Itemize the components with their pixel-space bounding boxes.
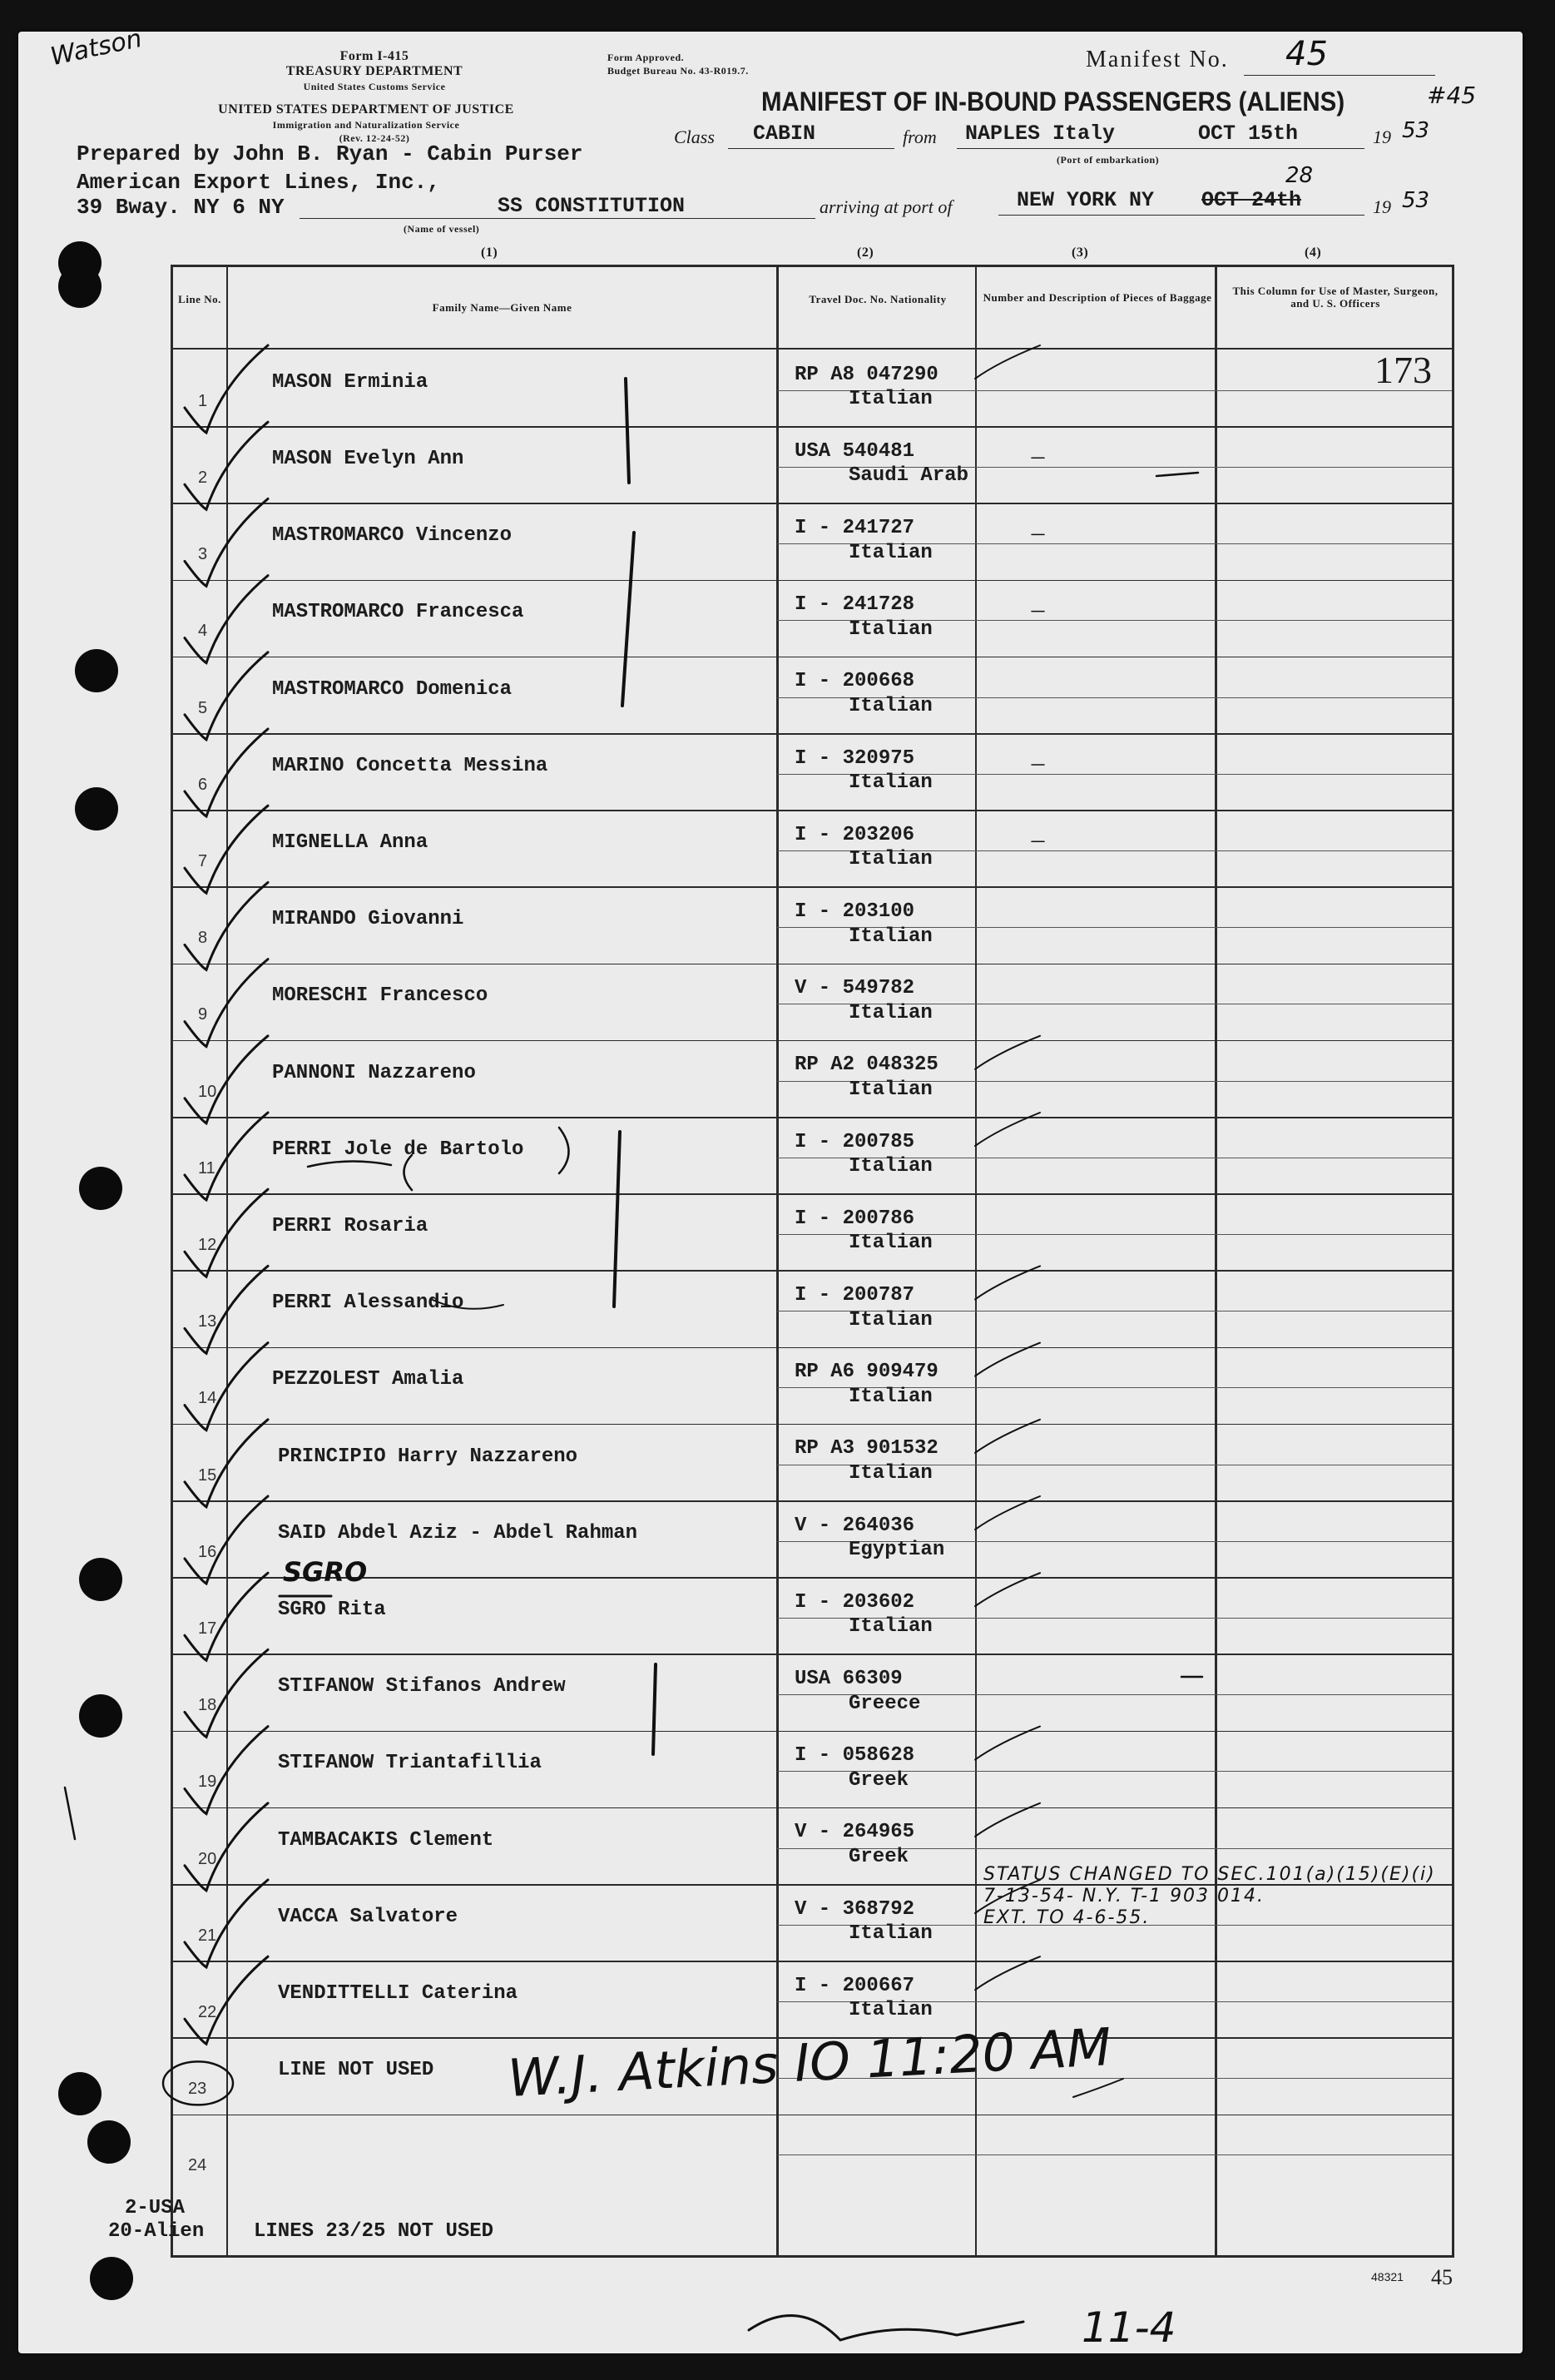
- travel-doc-number: I - 203602: [795, 1590, 915, 1614]
- immigration-service: Immigration and Naturalization Service: [272, 119, 460, 131]
- nationality: Italian: [849, 1155, 933, 1178]
- passenger-name: MIRANDO Giovanni: [272, 908, 464, 931]
- check-mark: [185, 1573, 268, 1660]
- nationality: Italian: [849, 1615, 933, 1639]
- year-prefix-1: 19: [1373, 126, 1391, 147]
- nationality: Greek: [849, 1768, 909, 1792]
- nationality: Italian: [849, 1922, 933, 1946]
- year-suffix-2: 53: [1402, 188, 1430, 213]
- check-mark: [185, 1803, 268, 1891]
- inspector-signature: W.J. Atkins IO 11:20 AM: [506, 2016, 1113, 2109]
- passenger-name: MASTROMARCO Francesca: [272, 601, 524, 624]
- nationality: Italian: [849, 1461, 933, 1485]
- sgro-correction: SGRO: [283, 1556, 368, 1588]
- passenger-name: LINE NOT USED: [278, 2059, 434, 2082]
- count-alien: 20-Alien: [108, 2220, 205, 2243]
- family-bracket: [614, 1132, 620, 1307]
- prepared-by-line3: 39 Bway. NY 6 NY: [77, 195, 285, 220]
- baggage-tick: [975, 1956, 1040, 1990]
- travel-doc-number: I - 241728: [795, 593, 915, 617]
- baggage-tick: [975, 1266, 1040, 1299]
- family-bracket: [626, 379, 629, 483]
- margin-tick: [65, 1787, 75, 1839]
- check-mark: [185, 1880, 268, 1967]
- line-number: 15: [198, 1465, 217, 1485]
- nationality: Italian: [849, 1385, 933, 1408]
- travel-doc-number: I - 200667: [795, 1974, 915, 1997]
- passenger-name: MARINO Concetta Messina: [272, 754, 548, 777]
- check-mark: [185, 576, 268, 663]
- line-number: 6: [198, 775, 208, 794]
- circle-mark: [163, 2061, 233, 2105]
- line-number: 5: [198, 698, 208, 717]
- baggage-tick: [975, 1803, 1040, 1837]
- travel-doc-number: I - 241727: [795, 516, 915, 539]
- travel-doc-number: RP A2 048325: [795, 1054, 938, 1077]
- vessel-note: (Name of vessel): [404, 223, 480, 235]
- line-number: 19: [198, 1773, 217, 1792]
- officer-number: 173: [1374, 349, 1432, 391]
- line-number: 18: [198, 1696, 217, 1715]
- travel-doc-number: RP A6 909479: [795, 1361, 938, 1384]
- line-number: 9: [198, 1005, 208, 1024]
- travel-doc-number: USA 66309: [795, 1667, 903, 1690]
- nationality: Italian: [849, 541, 933, 564]
- check-mark: [185, 1266, 268, 1353]
- manifest-no-label: Manifest No.: [1086, 47, 1229, 72]
- revision-date: (Rev. 12-24-52): [339, 132, 410, 144]
- bottom-scrawl: 11-4: [1082, 2303, 1176, 2352]
- status-note-line2: 7-13-54- N.Y. T-1 903 014.: [983, 1886, 1265, 1906]
- check-mark: [185, 1036, 268, 1123]
- baggage-tick: [975, 345, 1040, 379]
- check-mark: [185, 422, 268, 509]
- travel-doc-number: I - 200786: [795, 1207, 915, 1230]
- travel-doc-number: V - 264965: [795, 1821, 915, 1844]
- status-note-line3: EXT. TO 4-6-55.: [983, 1907, 1151, 1928]
- line-number: 23: [188, 2080, 207, 2099]
- arriving-port: NEW YORK NY: [1017, 188, 1155, 212]
- header-line-no: Line No.: [178, 293, 221, 305]
- nationality: Greece: [849, 1692, 921, 1715]
- nationality: Italian: [849, 388, 933, 411]
- line-number: 1: [198, 391, 208, 410]
- nationality: Italian: [849, 1001, 933, 1024]
- nationality: Italian: [849, 848, 933, 871]
- passenger-name: MASON Evelyn Ann: [272, 448, 464, 471]
- line-number: 17: [198, 1619, 217, 1638]
- line-number: 20: [198, 1849, 217, 1868]
- travel-doc-number: I - 200787: [795, 1283, 915, 1307]
- passenger-name: MASON Erminia: [272, 370, 428, 394]
- line-number: 24: [188, 2156, 207, 2175]
- column-number-3: (3): [1072, 245, 1089, 260]
- travel-doc-number: I - 320975: [795, 746, 915, 770]
- check-mark: [185, 1113, 268, 1200]
- dash-mark: [1156, 473, 1198, 476]
- nationality: Italian: [849, 1999, 933, 2022]
- lines-not-used-note: LINES 23/25 NOT USED: [254, 2220, 494, 2243]
- travel-doc-number: I - 203206: [795, 823, 915, 846]
- class-value: CABIN: [753, 121, 816, 146]
- check-mark: [185, 729, 268, 816]
- travel-doc-number: RP A3 901532: [795, 1437, 938, 1460]
- header-officers: This Column for Use of Master, Surgeon, and U. S. Officers: [1232, 285, 1439, 310]
- line-number: 10: [198, 1082, 217, 1101]
- line-number: 13: [198, 1312, 217, 1331]
- column-number-2: (2): [857, 245, 874, 260]
- nationality: Egyptian: [849, 1539, 945, 1562]
- manifest-no-value: 45: [1285, 35, 1328, 73]
- line-number: 21: [198, 1926, 217, 1945]
- family-bracket: [622, 533, 634, 706]
- prepared-by-line1: Prepared by John B. Ryan - Cabin Purser: [77, 141, 583, 166]
- check-mark: [185, 1496, 268, 1584]
- line-number: 8: [198, 929, 208, 948]
- check-mark: [185, 806, 268, 893]
- budget-bureau: Budget Bureau No. 43-R019.7.: [607, 65, 749, 77]
- signature-flourish: [1073, 2079, 1123, 2097]
- passenger-name: SGRO Rita: [278, 1599, 386, 1622]
- baggage-tick: [975, 1880, 1040, 1913]
- passenger-name: VENDITTELLI Caterina: [278, 1982, 518, 2006]
- check-mark: [185, 1189, 268, 1277]
- header-travel-doc: Travel Doc. No. Nationality: [809, 293, 947, 305]
- baggage-tick: [975, 1573, 1040, 1606]
- passenger-name: VACCA Salvatore: [278, 1905, 458, 1928]
- from-label: from: [903, 126, 937, 147]
- passenger-name: PEZZOLEST Amalia: [272, 1368, 464, 1391]
- customs-service: United States Customs Service: [303, 81, 446, 92]
- line-number: 2: [198, 468, 208, 487]
- passenger-name: MASTROMARCO Vincenzo: [272, 524, 513, 548]
- nationality: Italian: [849, 1078, 933, 1101]
- check-mark: [185, 345, 268, 433]
- page-number: 45: [1431, 2265, 1453, 2289]
- header-baggage: Number and Description of Pieces of Baggage: [983, 291, 1212, 304]
- form-number: Form I-415: [339, 49, 409, 63]
- check-mark: [185, 1956, 268, 2044]
- line-number: 3: [198, 545, 208, 564]
- family-bracket: [653, 1664, 656, 1754]
- nationality: Saudi Arab: [849, 464, 969, 488]
- passenger-name: MIGNELLA Anna: [272, 831, 428, 855]
- travel-doc-number: V - 549782: [795, 977, 915, 1000]
- baggage-tick: [975, 1036, 1040, 1069]
- travel-doc-number: V - 368792: [795, 1897, 915, 1921]
- check-mark: [185, 882, 268, 969]
- vessel-name: SS CONSTITUTION: [498, 194, 686, 218]
- baggage-tick: [975, 1113, 1040, 1146]
- passenger-name: PRINCIPIO Harry Nazzareno: [278, 1445, 578, 1468]
- underline-mark: [308, 1161, 391, 1167]
- check-mark: [185, 1420, 268, 1507]
- status-note-line1: STATUS CHANGED TO SEC.101(a)(15)(E)(i): [983, 1864, 1436, 1885]
- year-prefix-2: 19: [1373, 196, 1391, 217]
- nationality: Italian: [849, 771, 933, 795]
- passenger-name: STIFANOW Stifanos Andrew: [278, 1675, 566, 1698]
- travel-doc-number: I - 200668: [795, 670, 915, 693]
- check-mark: [185, 498, 268, 586]
- underline-mark: [433, 1300, 503, 1309]
- passenger-name: MASTROMARCO Domenica: [272, 677, 513, 701]
- travel-doc-number: RP A8 047290: [795, 363, 938, 386]
- nationality: Italian: [849, 694, 933, 717]
- travel-doc-number: I - 058628: [795, 1744, 915, 1768]
- bottom-scrawl-stroke: [749, 2316, 1023, 2340]
- form-approved: Form Approved.: [607, 52, 685, 63]
- prepared-by-line2: American Export Lines, Inc.,: [77, 170, 440, 195]
- parenthesis-mark: [404, 1155, 413, 1190]
- port-embarkation-note: (Port of embarkation): [1057, 154, 1160, 166]
- nationality: Italian: [849, 1308, 933, 1331]
- passenger-name: SAID Abdel Aziz - Abdel Rahman: [278, 1521, 638, 1545]
- from-port: NAPLES Italy: [965, 121, 1116, 146]
- manifest-title: MANIFEST OF IN-BOUND PASSENGERS (ALIENS): [761, 87, 1345, 117]
- check-mark: [185, 1649, 268, 1737]
- line-number: 11: [198, 1158, 215, 1178]
- line-number: 7: [198, 851, 208, 870]
- line-number: 14: [198, 1389, 217, 1408]
- print-code: 48321: [1371, 2270, 1404, 2283]
- baggage-tick: [975, 1727, 1040, 1760]
- check-mark: [185, 1343, 268, 1430]
- check-mark: [185, 1727, 268, 1814]
- passenger-name: TAMBACAKIS Clement: [278, 1828, 494, 1852]
- line-number: 16: [198, 1542, 217, 1561]
- from-date: OCT 15th: [1198, 121, 1299, 146]
- treasury-department: TREASURY DEPARTMENT: [285, 64, 463, 78]
- passenger-name: PERRI Jole de Bartolo: [272, 1138, 524, 1161]
- parenthesis-mark: [559, 1128, 569, 1173]
- travel-doc-number: I - 200785: [795, 1130, 915, 1153]
- column-number-4: (4): [1305, 245, 1322, 260]
- check-mark: [185, 652, 268, 740]
- nationality: Italian: [849, 617, 933, 641]
- arriving-date-correction: 28: [1285, 163, 1314, 188]
- justice-department: UNITED STATES DEPARTMENT OF JUSTICE: [218, 102, 514, 117]
- header-name: Family Name—Given Name: [432, 301, 572, 314]
- passenger-name: STIFANOW Triantafillia: [278, 1752, 542, 1775]
- travel-doc-number: I - 203100: [795, 900, 915, 923]
- passenger-name: MORESCHI Francesco: [272, 984, 488, 1008]
- count-usa: 2-USA: [125, 2197, 186, 2219]
- manifest-corner-number: #45: [1427, 82, 1477, 109]
- line-number: 12: [198, 1235, 217, 1254]
- arriving-date: OCT 24th: [1201, 188, 1302, 212]
- travel-doc-number: V - 264036: [795, 1514, 915, 1537]
- nationality: Greek: [849, 1845, 909, 1868]
- nationality: Italian: [849, 1232, 933, 1255]
- column-number-1: (1): [481, 245, 498, 260]
- baggage-tick: [975, 1420, 1040, 1453]
- corner-stamp: Watson: [47, 23, 145, 72]
- baggage-tick: [975, 1343, 1040, 1376]
- travel-doc-number: USA 540481: [795, 439, 915, 463]
- passenger-name: PERRI Alessandio: [272, 1292, 464, 1315]
- nationality: Italian: [849, 925, 933, 948]
- passenger-name: PANNONI Nazzareno: [272, 1061, 476, 1084]
- passenger-name: PERRI Rosaria: [272, 1215, 428, 1238]
- line-number: 4: [198, 622, 208, 641]
- year-suffix-1: 53: [1402, 118, 1430, 143]
- check-mark: [185, 959, 268, 1047]
- class-label: Class: [674, 126, 715, 147]
- line-number: 22: [198, 2002, 217, 2021]
- baggage-tick: [975, 1496, 1040, 1530]
- arriving-label: arriving at port of: [820, 196, 953, 217]
